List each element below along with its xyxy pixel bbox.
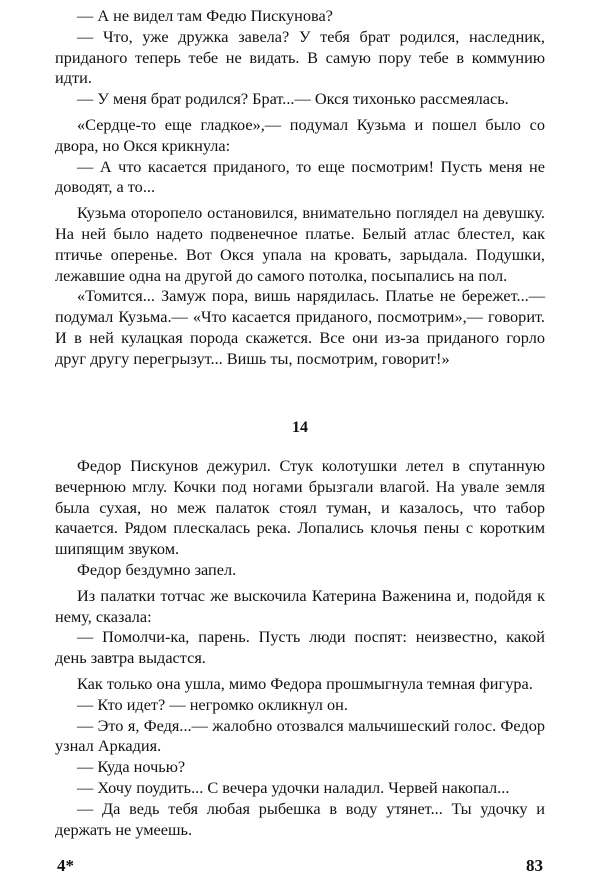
- paragraph: — У меня брат родился? Брат...— Окся тихонько рассмеялась.: [77, 89, 509, 109]
- paragraph: — Куда ночью?: [77, 757, 186, 777]
- paragraph: — Кто идет? — негромко окликнул он.: [77, 694, 348, 714]
- paragraph: Кузьма оторопело остановился, внимательно поглядел на девушку. На ней было надето подвенечное платье. Белый атлас блестел, как птичье оперенье. Вот Окся упала на кровать, зарыдала. Подушки, лежавшие одна на другой до самого потолка, посыпались на пол.: [55, 203, 545, 285]
- paragraph: «Сердце-то еще гладкое»,— подумал Кузьма и пошел было со двора, но Окся крикнула:: [55, 114, 545, 155]
- chapter-number: 14: [292, 419, 308, 436]
- paragraph: «Томится... Замуж пора, вишь нарядилась. Платье не бережет...— подумал Кузьма.— «Что касается приданого, посмотрим»,— говорит. И в ней кулацкая порода скажется. Все они из-за приданого горло друг другу перегрызут... Вишь ты, посмотрим, говорит!»: [55, 286, 545, 368]
- paragraph: Как только она ушла, мимо Федора прошмыгнула темная фигура.: [77, 673, 533, 693]
- paragraph: — А что касается приданого, то еще посмотрим! Пусть меня не доводят, а то...: [55, 156, 545, 197]
- paragraph: — А не видел там Федю Пискунова?: [77, 6, 333, 25]
- paragraph: — Что, уже дружка завела? У тебя брат родился, наследник, приданого теперь тебе не видать. В самую пору тебе в коммунию идти.: [55, 26, 545, 88]
- text-block-bottom: [55, 456, 545, 840]
- signature-mark: 4*: [57, 856, 74, 875]
- page-number: 83: [526, 856, 543, 875]
- paragraph: — Хочу поудить... С вечера удочки наладил. Червей накопал...: [77, 777, 510, 797]
- paragraph: Федор Пискунов дежурил. Стук колотушки летел в спутанную вечернюю мглу. Кочки под ногами брызгали влагой. На увале земля была сухая, но меж палаток стоял туман, и казалось, что табор качается. Рядом плескалась река. Лопались клочья пены с коротким шипящим звуком.: [55, 456, 545, 559]
- paragraph: Федор бездумно запел.: [77, 559, 237, 579]
- paragraph: Из палатки тотчас же выскочила Катерина Важенина и, подойдя к нему, сказала:: [55, 585, 545, 626]
- text-block-top: [55, 6, 545, 370]
- paragraph: — Помолчи-ка, парень. Пусть люди поспят: неизвестно, какой день завтра выдастся.: [55, 627, 545, 668]
- paragraph: — Да ведь тебя любая рыбешка в воду утянет... Ты удочку и держать не умеешь.: [55, 798, 545, 839]
- paragraph: — Это я, Федя...— жалобно отозвался мальчишеский голос. Федор узнал Аркадия.: [55, 715, 545, 756]
